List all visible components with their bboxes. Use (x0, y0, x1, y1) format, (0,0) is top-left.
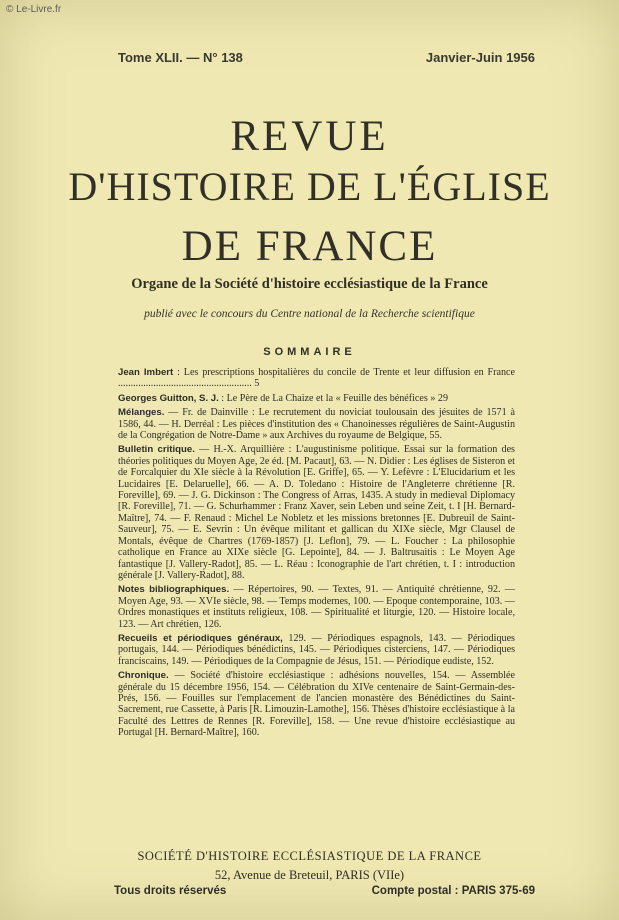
toc-entry-head: Recueils et périodiques généraux, (118, 632, 283, 644)
toc-entry-text: — Société d'histoire ecclésiastique : adhésions nouvelles, 154. — Assemblée générale du 15 décembre 1956, 154. — Célébration du XIVe centenaire de Saint-Germain-des-Prés, 156. — Fouilles sur l'emplacement de l'ancien monastère des Bénédictines du Saint-Sacrement, rue Cassette, à Paris [R. Limouzin-Lamothe], 156. Thèses d'histoire ecclésiastique à la Faculté des Lettres de Rennes [R. Foreville], 158. — Une revue d'histoire ecclésiastique au Portugal [H. Bernard-Maître], 160. (118, 670, 515, 739)
subtitle: Organe de la Société d'histoire ecclésiastique de la France (131, 276, 488, 292)
toc-entry-head: Jean Imbert (118, 367, 174, 378)
toc-entry (118, 584, 515, 630)
postal-account: Compte postal : PARIS 375-69 (371, 885, 535, 897)
toc-entry (118, 367, 515, 390)
rights-notice: Tous droits réservés (114, 885, 227, 897)
toc-entry (118, 393, 515, 404)
issue-period: Janvier-Juin 1956 (425, 50, 535, 65)
title-line-2: D'HISTOIRE DE L'ÉGLISE (68, 164, 551, 209)
table-of-contents (118, 367, 515, 742)
toc-entry-text: — Répertoires, 90. — Textes, 91. — Antiquité chrétienne, 92. — Moyen Age, 93. — XVIe siècle, 98. — Temps modernes, 100. — Epoque contemporaine, 103. — Ordres monastiques et instituts religieux, 108. — Spiritualité et liturgie, 120. — Histoire locale, 123. — Art chrétien, 126. (118, 584, 515, 630)
footer-bottom (114, 885, 535, 897)
toc-entry-head: Bulletin critique. (118, 444, 195, 456)
toc-entry-head: Mélanges. (118, 407, 165, 419)
toc-entry-head: Chronique. (118, 670, 169, 682)
society-name: SOCIÉTÉ D'HISTOIRE ECCLÉSIASTIQUE DE LA FRANCE (137, 849, 482, 863)
toc-entry (118, 444, 515, 581)
issue-header (118, 50, 535, 65)
toc-entry (118, 407, 515, 441)
toc-entry (118, 670, 515, 738)
title-line-3: DE FRANCE (181, 223, 438, 270)
title-line-1: REVUE (230, 113, 389, 160)
toc-entry-text: — H.-X. Arquillière : L'augustinisme politique. Essai sur la formation des théories politiques du Moyen Age, 2e éd. [M. Pacaut], 63. — N. Didier : Les églises de Sisteron et de Forcalquier du XIe siècle à la Révolution [E. Griffe], 65. — Y. Lefèvre : L'Elucidarium et les Lucidaires [E. Delaruelle], 66. — A. D. Toledano : Histoire de l'Angleterre chrétienne [R. Foreville], 69. — J. G. Dickinson : The Congress of Arras, 1435. A study in medieval Diplomacy [R. Foreville], 71. — G. Schurhammer : Franz Xaver, sein Leben und seine Zeit, t. I [H. Bernard-Maître], 74. — F. Renaud : Michel Le Nobletz et les missions bretonnes [E. Dubreuil de Saint-Sauveur], 75. — E. Sevrin : Un évêque militant et gallican du XIXe siècle, Mgr Clausel de Montals, évêque de Chartres (1769-1857) [J. Leflon], 79. — L. Foucher : La philosophie catholique en France au XIXe siècle [G. Lepointe], 84. — J. Baltrusaitis : Le Moyen Age fantastique [J. Vallery-Radot], 85. — L. Réau : Iconographie de l'art chrétien, t. I : introduction générale [J. Vallery-Radot], 88. (118, 444, 515, 581)
toc-entry-text: : Le Père de La Chaize et la « Feuille des bénéfices » 29 (218, 392, 449, 404)
toc-entry-head: Notes bibliographiques. (118, 584, 230, 596)
toc-entry-text: — Fr. de Dainville : Le recrutement du noviciat toulousain des jésuites de 1571 à 1586, 44. — H. Derréal : Les pièces d'institution des « Chanoinesses régulières de Saint-Augustin de la Congrégation de Notre-Dame » aux Archives du royaume de Belgique, 55. (118, 407, 515, 442)
tome-number: Tome XLII. — N° 138 (118, 50, 243, 65)
society-address: 52, Avenue de Breteuil, PARIS (VIIe) (214, 868, 405, 882)
watermark: © Le-Livre.fr (6, 4, 62, 15)
toc-entry-text: : Les prescriptions hospitalières du concile de Trente et leur diffusion en France ..................................................... 5 (118, 367, 515, 390)
toc-entry (118, 633, 515, 667)
sommaire-heading: SOMMAIRE (263, 346, 356, 358)
toc-entry-head: Georges Guitton, S. J. (118, 392, 219, 404)
toc-entry-text: 129. — Périodiques espagnols, 143. — Périodiques portugais, 144. — Périodiques bénédictins, 145. — Périodiques cisterciens, 147. — Périodiques franciscains, 149. — Périodiques de la Compagnie de Jésus, 151. — Périodique eudiste, 152. (118, 632, 515, 667)
publication-note: publié avec le concours du Centre national de la Recherche scientifique (144, 308, 475, 320)
